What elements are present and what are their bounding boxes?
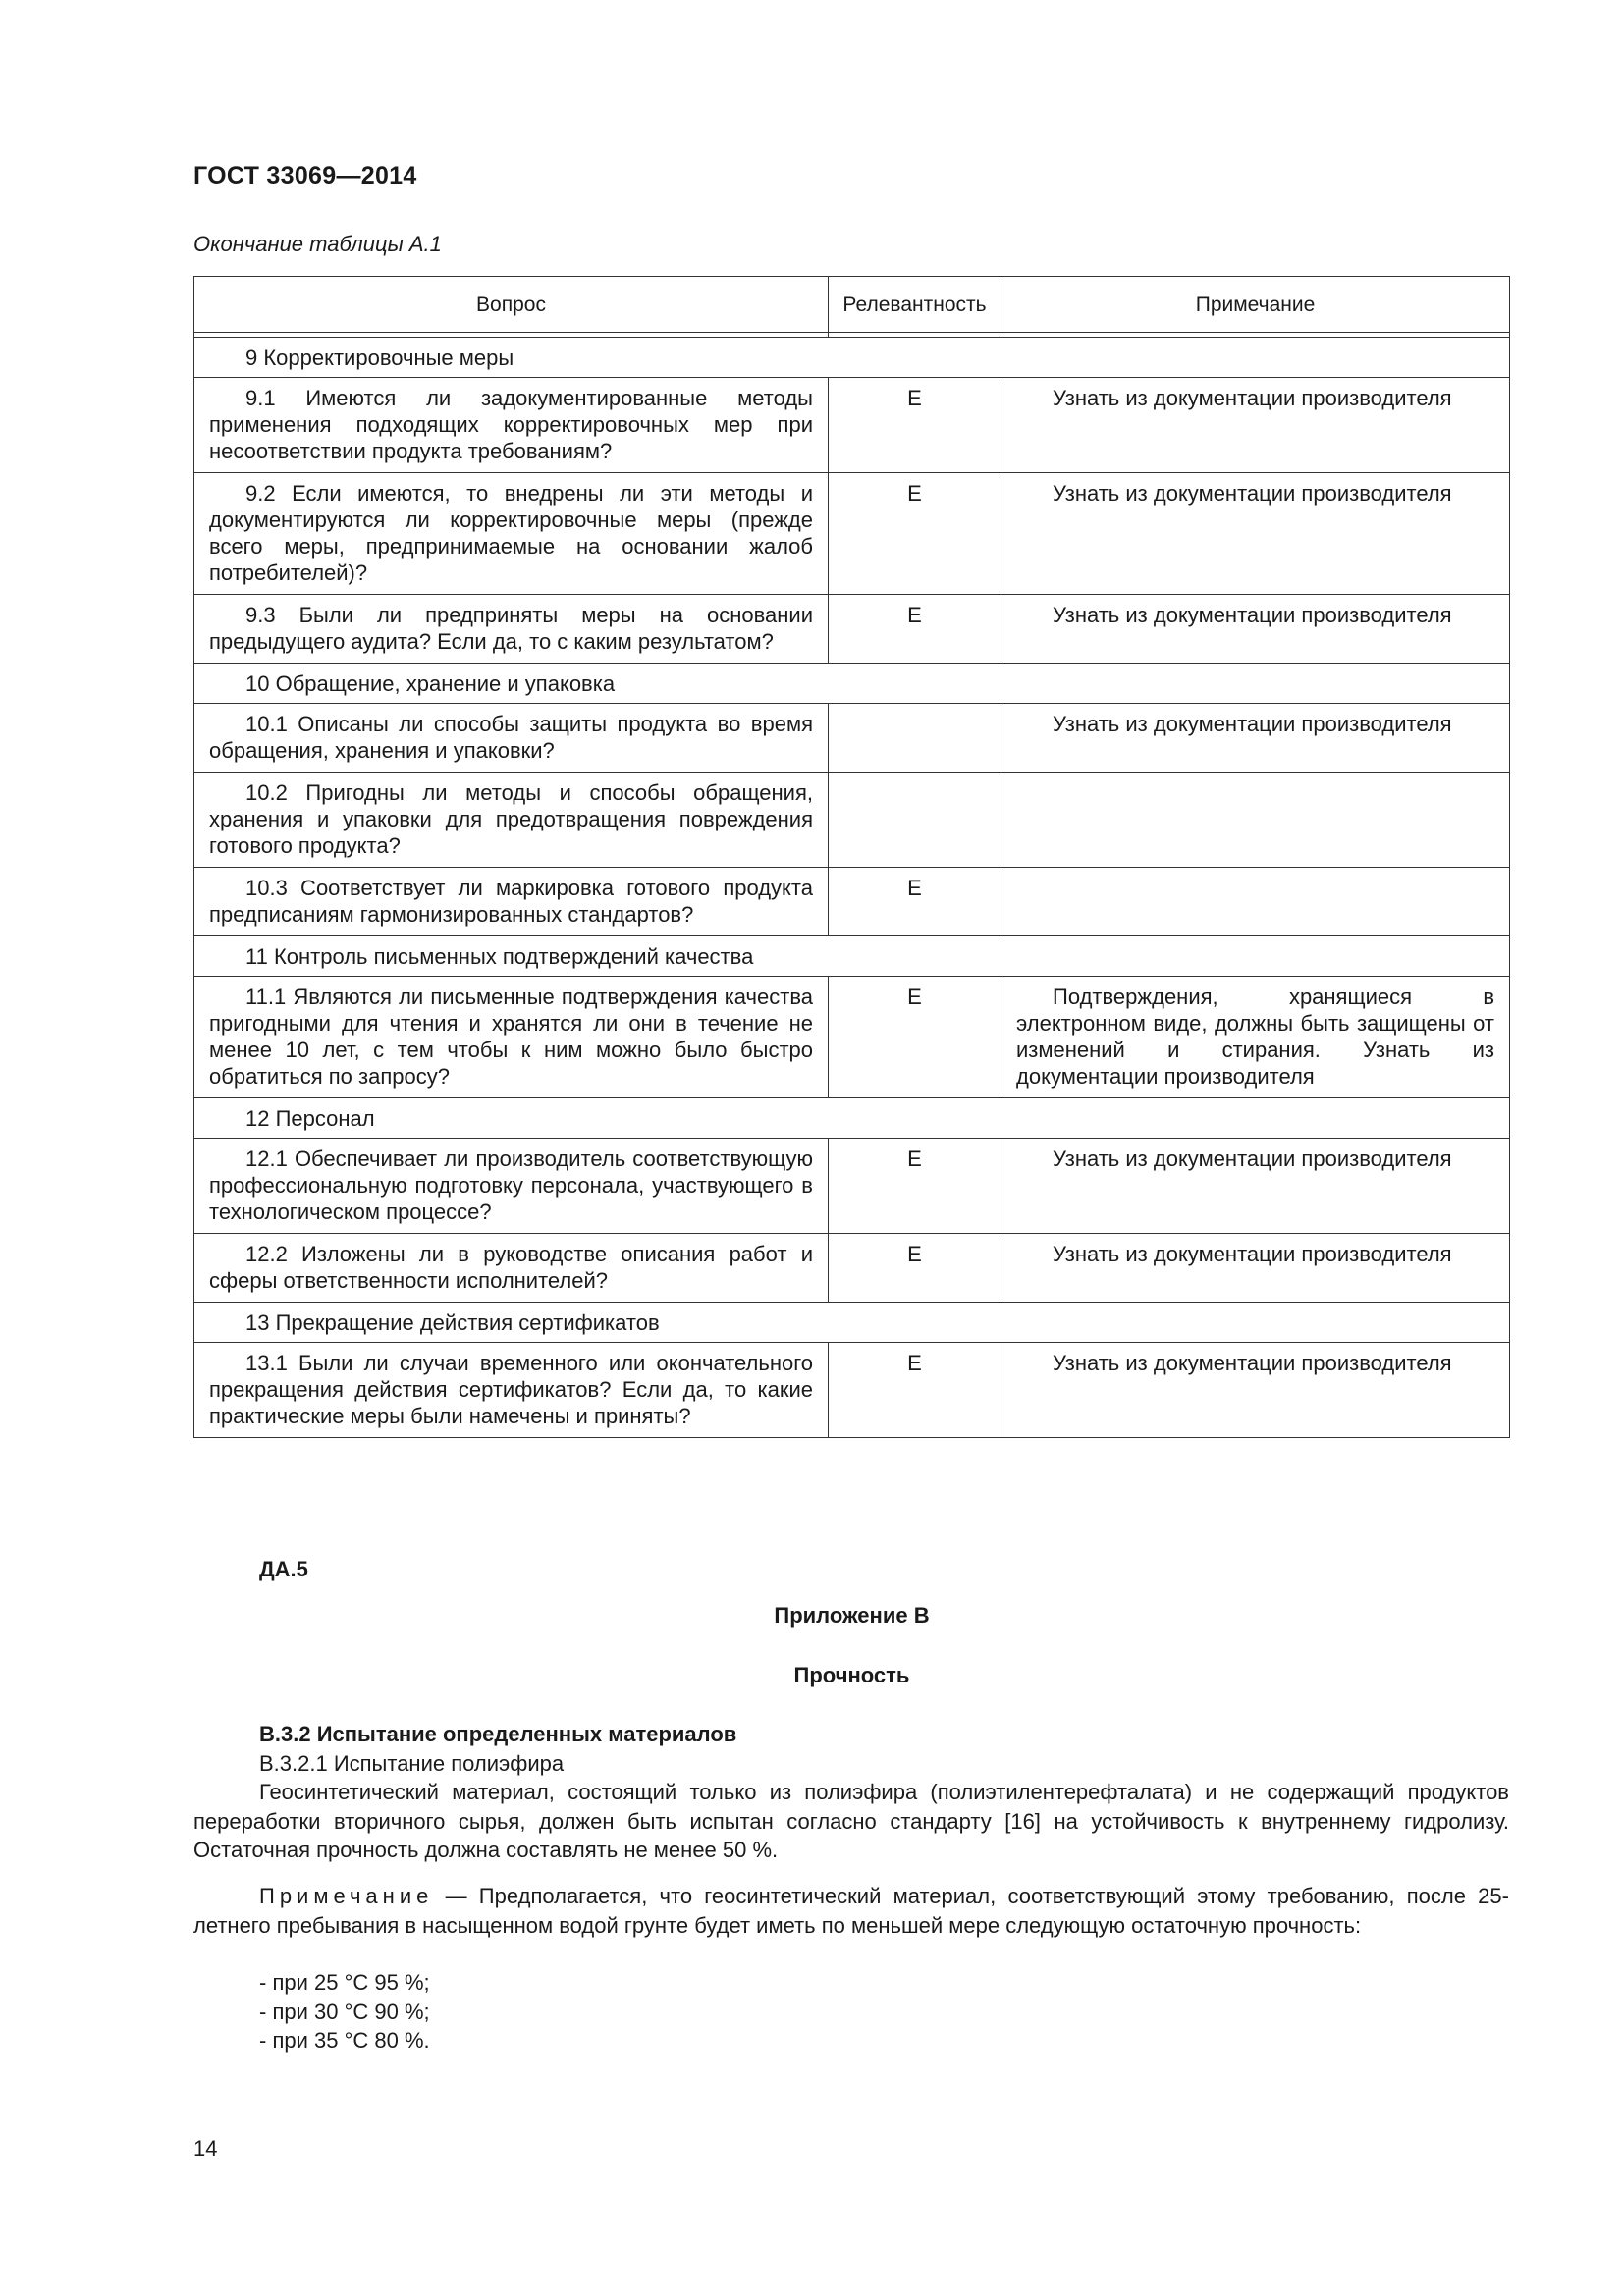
table-row <box>194 1343 1510 1438</box>
table-section-row <box>194 1303 1510 1343</box>
column-header-note: Примечание <box>1001 277 1510 333</box>
table-row <box>194 1139 1510 1234</box>
question-cell <box>194 1139 829 1234</box>
note-text: Узнать из документации производителя <box>1053 1147 1452 1171</box>
table-section-row <box>194 664 1510 704</box>
strength-list <box>259 1968 430 2056</box>
section-title: 9 Корректировочные меры <box>194 338 1510 378</box>
question-text: 12.1 Обеспечивает ли производитель соответствующую профессиональную подготовку персонала, участвующего в технологическом процессе? <box>209 1147 813 1224</box>
note-cell <box>1001 378 1510 473</box>
question-cell <box>194 704 829 773</box>
table-row <box>194 704 1510 773</box>
note-text: Узнать из документации производителя <box>1053 1242 1452 1266</box>
relevance-cell: Е <box>829 868 1001 936</box>
column-header-question: Вопрос <box>194 277 829 333</box>
section-paragraph: Геосинтетический материал, состоящий только из полиэфира (полиэтилентерефталата) и не содержащий продуктов переработки вторичного сырья, должен быть испытан согласно стандарту [16] на устойчивость к внутреннему гидролизу. Остаточная прочность должна составлять не менее 50 %. <box>193 1780 1509 1862</box>
question-text: 12.2 Изложены ли в руководстве описания работ и сферы ответственности исполнителей? <box>209 1242 813 1293</box>
note-text: Узнать из документации производителя <box>1053 1351 1452 1375</box>
question-text: 10.1 Описаны ли способы защиты продукта во время обращения, хранения и упаковки? <box>209 712 813 763</box>
question-text: 9.2 Если имеются, то внедрены ли эти методы и документируются ли корректировочные меры (прежде всего меры, предпринимаемые на основании жалоб потребителей)? <box>209 481 813 585</box>
question-text: 13.1 Были ли случаи временного или окончательного прекращения действия сертификатов? Если да, то какие практические меры были намечены и приняты? <box>209 1351 813 1428</box>
note-cell <box>1001 1139 1510 1234</box>
note-cell <box>1001 1234 1510 1303</box>
section-title: 10 Обращение, хранение и упаковка <box>194 664 1510 704</box>
table-caption: Окончание таблицы А.1 <box>193 232 442 256</box>
note-cell <box>1001 773 1510 868</box>
note-text: Узнать из документации производителя <box>1053 603 1452 627</box>
relevance-cell <box>829 773 1001 868</box>
relevance-cell: Е <box>829 473 1001 595</box>
question-cell <box>194 977 829 1098</box>
table-section-row <box>194 1098 1510 1139</box>
section-subheading: В.3.2.1 Испытание полиэфира <box>259 1750 565 1776</box>
relevance-cell: Е <box>829 1343 1001 1438</box>
note-cell <box>1001 704 1510 773</box>
question-cell <box>194 868 829 936</box>
standard-header: ГОСТ 33069—2014 <box>193 162 417 189</box>
question-cell <box>194 473 829 595</box>
note-text: Узнать из документации производителя <box>1053 386 1452 410</box>
note-cell <box>1001 595 1510 664</box>
section-label-da5: ДА.5 <box>259 1557 308 1581</box>
table-row <box>194 595 1510 664</box>
table-row <box>194 773 1510 868</box>
requirements-table <box>193 276 1510 1438</box>
table-body <box>194 338 1510 1438</box>
table-header-row <box>194 277 1510 333</box>
relevance-cell: Е <box>829 1234 1001 1303</box>
section-title: 11 Контроль письменных подтверждений качества <box>194 936 1510 977</box>
section-heading: В.3.2 Испытание определенных материалов <box>259 1722 737 1746</box>
note-cell <box>1001 1343 1510 1438</box>
section-b-block <box>193 1720 1509 1865</box>
relevance-cell: Е <box>829 1139 1001 1234</box>
question-text: 9.1 Имеются ли задокументированные методы применения подходящих корректировочных мер при несоответствии продукта требованиям? <box>209 386 813 463</box>
question-cell <box>194 1234 829 1303</box>
section-title: 12 Персонал <box>194 1098 1510 1139</box>
column-header-relevance: Релевантность <box>829 277 1001 333</box>
note-cell <box>1001 868 1510 936</box>
table-row <box>194 473 1510 595</box>
list-item: - при 35 °С 80 %. <box>259 2028 430 2053</box>
note-text: Узнать из документации производителя <box>1053 712 1452 736</box>
question-cell <box>194 595 829 664</box>
question-text: 9.3 Были ли предприняты меры на основании предыдущего аудита? Если да, то с каким результатом? <box>209 603 813 654</box>
note-text: — Предполагается, что геосинтетический материал, соответствующий этому требованию, после 25-летнего пребывания в насыщенном водой грунте будет иметь по меньшей мере следующую остаточную прочность: <box>193 1884 1509 1938</box>
note-text: Узнать из документации производителя <box>1053 481 1452 506</box>
relevance-cell: Е <box>829 595 1001 664</box>
question-text: 10.3 Соответствует ли маркировка готового продукта предписаниям гармонизированных стандартов? <box>209 876 813 927</box>
question-text: 10.2 Пригодны ли методы и способы обращения, хранения и упаковки для предотвращения повреждения готового продукта? <box>209 780 813 858</box>
table-section-row <box>194 338 1510 378</box>
question-text: 11.1 Являются ли письменные подтверждения качества пригодными для чтения и хранятся ли они в течение не менее 10 лет, с тем чтобы к ним можно было быстро обратиться по запросу? <box>209 985 813 1089</box>
table-section-row <box>194 936 1510 977</box>
table-row <box>194 977 1510 1098</box>
page-number: 14 <box>193 2136 218 2161</box>
table-row <box>194 868 1510 936</box>
note-block <box>193 1882 1509 1940</box>
relevance-cell: Е <box>829 378 1001 473</box>
note-text: Подтверждения, хранящиеся в электронном виде, должны быть защищены от изменений и стирания. Узнать из документации производителя <box>1016 985 1494 1089</box>
question-cell <box>194 1343 829 1438</box>
section-title: 13 Прекращение действия сертификатов <box>194 1303 1510 1343</box>
table-row <box>194 378 1510 473</box>
note-cell <box>1001 977 1510 1098</box>
list-item: - при 30 °С 90 %; <box>259 1999 430 2024</box>
list-item: - при 25 °С 95 %; <box>259 1970 430 1995</box>
relevance-cell: Е <box>829 977 1001 1098</box>
note-label: Примечание <box>259 1884 434 1908</box>
appendix-subtitle: Прочность <box>793 1663 910 1687</box>
question-cell <box>194 773 829 868</box>
appendix-title: Приложение В <box>774 1603 930 1628</box>
note-cell <box>1001 473 1510 595</box>
relevance-cell <box>829 704 1001 773</box>
table-row <box>194 1234 1510 1303</box>
question-cell <box>194 378 829 473</box>
